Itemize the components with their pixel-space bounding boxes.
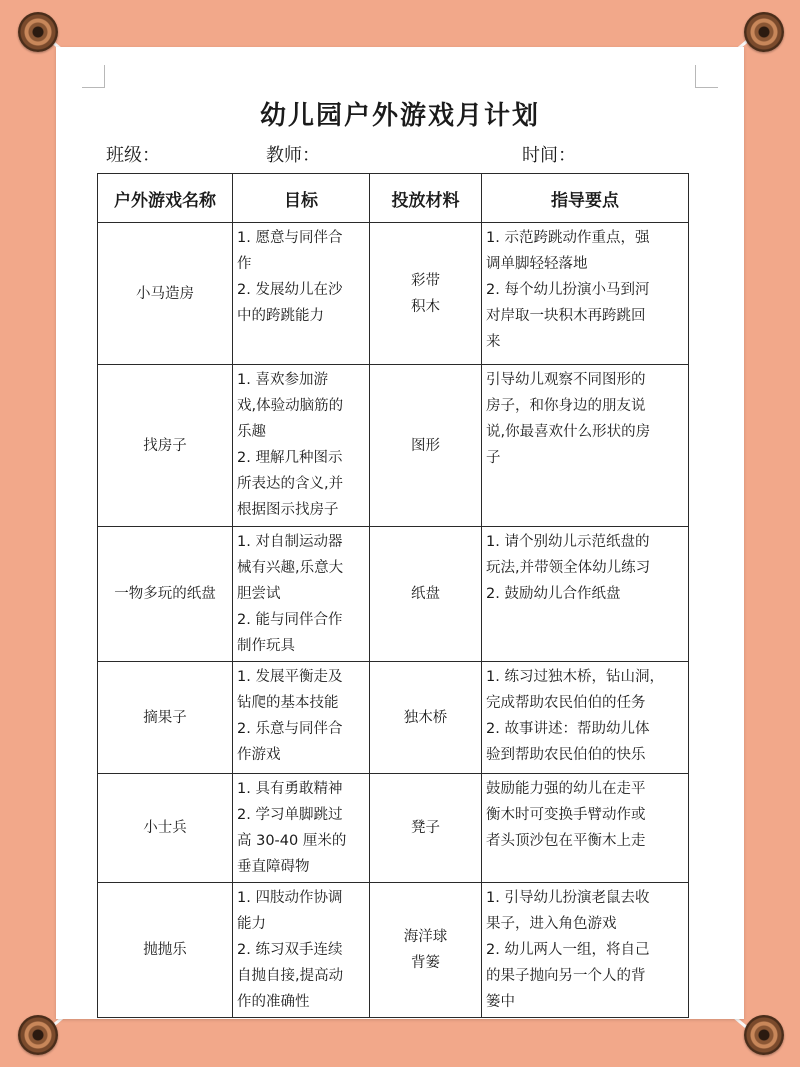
cell-text-line: 戏,体验动脑筋的 [237, 398, 344, 414]
materials-cell [370, 883, 482, 1018]
cell-text-line: 制作玩具 [237, 638, 295, 654]
cell-text-line: 调单脚轻轻落地 [486, 256, 588, 272]
cell-text-line: 完成帮助农民伯伯的任务 [486, 695, 646, 711]
cell-text-line: 衡木时可变换手臂动作或 [486, 807, 646, 823]
game-name-cell: 一物多玩的纸盘 [98, 527, 233, 662]
table-row [98, 883, 689, 1018]
cell-text-line: 鼓励能力强的幼儿在走平 [486, 781, 646, 797]
class-label: 班级： [106, 145, 160, 166]
goal-cell [233, 223, 370, 365]
cell-text-line: 凳子 [411, 820, 440, 836]
game-name-cell: 抛抛乐 [98, 883, 233, 1018]
guidance-cell [482, 883, 689, 1018]
cell-text-line: 果子，进入角色游戏 [486, 916, 617, 932]
guidance-cell [482, 365, 689, 527]
cell-text-line: 2. 能与同伴合作 [237, 612, 343, 628]
game-name-cell: 小士兵 [98, 774, 233, 883]
cell-text-line: 作 [237, 256, 252, 272]
cell-text-line: 垂直障碍物 [237, 859, 310, 875]
materials-cell [370, 527, 482, 662]
cell-text-line: 中的跨跳能力 [237, 308, 324, 324]
plan-table [97, 173, 689, 1018]
cell-text-line: 验到帮助农民伯伯的快乐 [486, 747, 646, 763]
cell-text-line: 2. 每个幼儿扮演小马到河 [486, 282, 650, 298]
cell-text-line: 1. 喜欢参加游 [237, 372, 328, 388]
document-sheet [56, 47, 744, 1019]
cell-text-line: 1. 请个别幼儿示范纸盘的 [486, 534, 650, 550]
goal-cell [233, 774, 370, 883]
materials-cell [370, 223, 482, 365]
cell-text-line: 2. 发展幼儿在沙 [237, 282, 343, 298]
cell-text-line: 胆尝试 [237, 586, 281, 602]
materials-cell [370, 774, 482, 883]
cell-text-line: 械有兴趣,乐意大 [237, 560, 344, 576]
cell-text-line: 2. 幼儿两人一组，将自己 [486, 942, 650, 958]
cell-text-line: 的果子抛向另一个人的背 [486, 968, 646, 984]
cell-text-line: 1. 四肢动作协调 [237, 890, 343, 906]
guidance-cell [482, 223, 689, 365]
cell-text-line: 说,你最喜欢什么形状的房 [486, 424, 651, 440]
table-row [98, 365, 689, 527]
cell-text-line: 1. 对自制运动器 [237, 534, 343, 550]
table-row [98, 527, 689, 662]
guidance-cell [482, 527, 689, 662]
cell-text-line: 1. 练习过独木桥，钻山洞， [486, 669, 664, 685]
cell-text-line: 能力 [237, 916, 266, 932]
cell-text-line: 图形 [411, 437, 440, 454]
game-name-cell: 小马造房 [98, 223, 233, 365]
cell-text-line: 积木 [411, 298, 440, 315]
cell-text-line: 根据图示找房子 [237, 502, 339, 518]
game-name-cell: 摘果子 [98, 662, 233, 774]
cell-text-line: 2. 理解几种图示 [237, 450, 343, 466]
goal-cell [233, 527, 370, 662]
table-row [98, 223, 689, 365]
goal-cell [233, 662, 370, 774]
cell-text-line: 作游戏 [237, 747, 281, 763]
cell-text-line: 对岸取一块积木再跨跳回 [486, 308, 646, 324]
cell-text-line: 篓中 [486, 994, 515, 1010]
cell-text-line: 1. 引导幼儿扮演老鼠去收 [486, 890, 650, 906]
header-guidance: 指导要点 [482, 174, 689, 223]
cell-text-line: 2. 鼓励幼儿合作纸盘 [486, 586, 621, 602]
header-materials: 投放材料 [370, 174, 482, 223]
cell-text-line: 引导幼儿观察不同图形的 [486, 372, 646, 388]
cell-text-line: 1. 具有勇敢精神 [237, 781, 343, 797]
cell-text-line: 玩法,并带领全体幼儿练习 [486, 560, 651, 576]
cell-text-line: 海洋球 [403, 929, 448, 945]
cell-text-line: 自抛自接,提高动 [237, 968, 344, 984]
grommet-ring-top-right [744, 12, 784, 52]
time-label: 时间： [522, 145, 576, 166]
table-header-row [98, 174, 689, 223]
guidance-cell [482, 662, 689, 774]
cell-text-line: 来 [486, 334, 501, 350]
goal-cell [233, 883, 370, 1018]
grommet-ring-top-left [18, 12, 58, 52]
cell-text-line: 作的准确性 [237, 994, 310, 1010]
cell-text-line: 彩带 [411, 272, 440, 289]
crop-mark [695, 65, 718, 88]
header-game-name: 户外游戏名称 [98, 174, 233, 223]
guidance-cell [482, 774, 689, 883]
cell-text-line: 者头顶沙包在平衡木上走 [486, 833, 646, 849]
cell-text-line: 1. 发展平衡走及 [237, 669, 343, 685]
crop-mark [82, 65, 105, 88]
cell-text-line: 2. 练习双手连续 [237, 942, 343, 958]
header-goal: 目标 [233, 174, 370, 223]
materials-cell [370, 365, 482, 527]
table-row [98, 774, 689, 883]
cell-text-line: 房子，和你身边的朋友说 [486, 398, 646, 414]
cell-text-line: 2. 乐意与同伴合 [237, 721, 343, 737]
grommet-ring-bottom-left [18, 1015, 58, 1055]
plan-table-body [98, 223, 689, 1018]
teacher-label: 教师： [266, 145, 320, 166]
materials-cell [370, 662, 482, 774]
cell-text-line: 背篓 [411, 955, 440, 971]
cell-text-line: 独木桥 [403, 709, 448, 726]
grommet-ring-bottom-right [744, 1015, 784, 1055]
cell-text-line: 1. 示范跨跳动作重点，强 [486, 230, 650, 246]
cell-text-line: 所表达的含义,并 [237, 476, 344, 492]
cell-text-line: 钻爬的基本技能 [237, 695, 339, 711]
goal-cell [233, 365, 370, 527]
cell-text-line: 高 30-40 厘米的 [237, 833, 347, 849]
cell-text-line: 2. 故事讲述：帮助幼儿体 [486, 721, 650, 737]
cell-text-line: 子 [486, 450, 501, 466]
cell-text-line: 乐趣 [237, 424, 266, 440]
table-row [98, 662, 689, 774]
cell-text-line: 2. 学习单脚跳过 [237, 807, 343, 823]
game-name-cell: 找房子 [98, 365, 233, 527]
document-title: 幼儿园户外游戏月计划 [259, 101, 540, 131]
cell-text-line: 纸盘 [411, 586, 440, 602]
cell-text-line: 1. 愿意与同伴合 [237, 230, 343, 246]
